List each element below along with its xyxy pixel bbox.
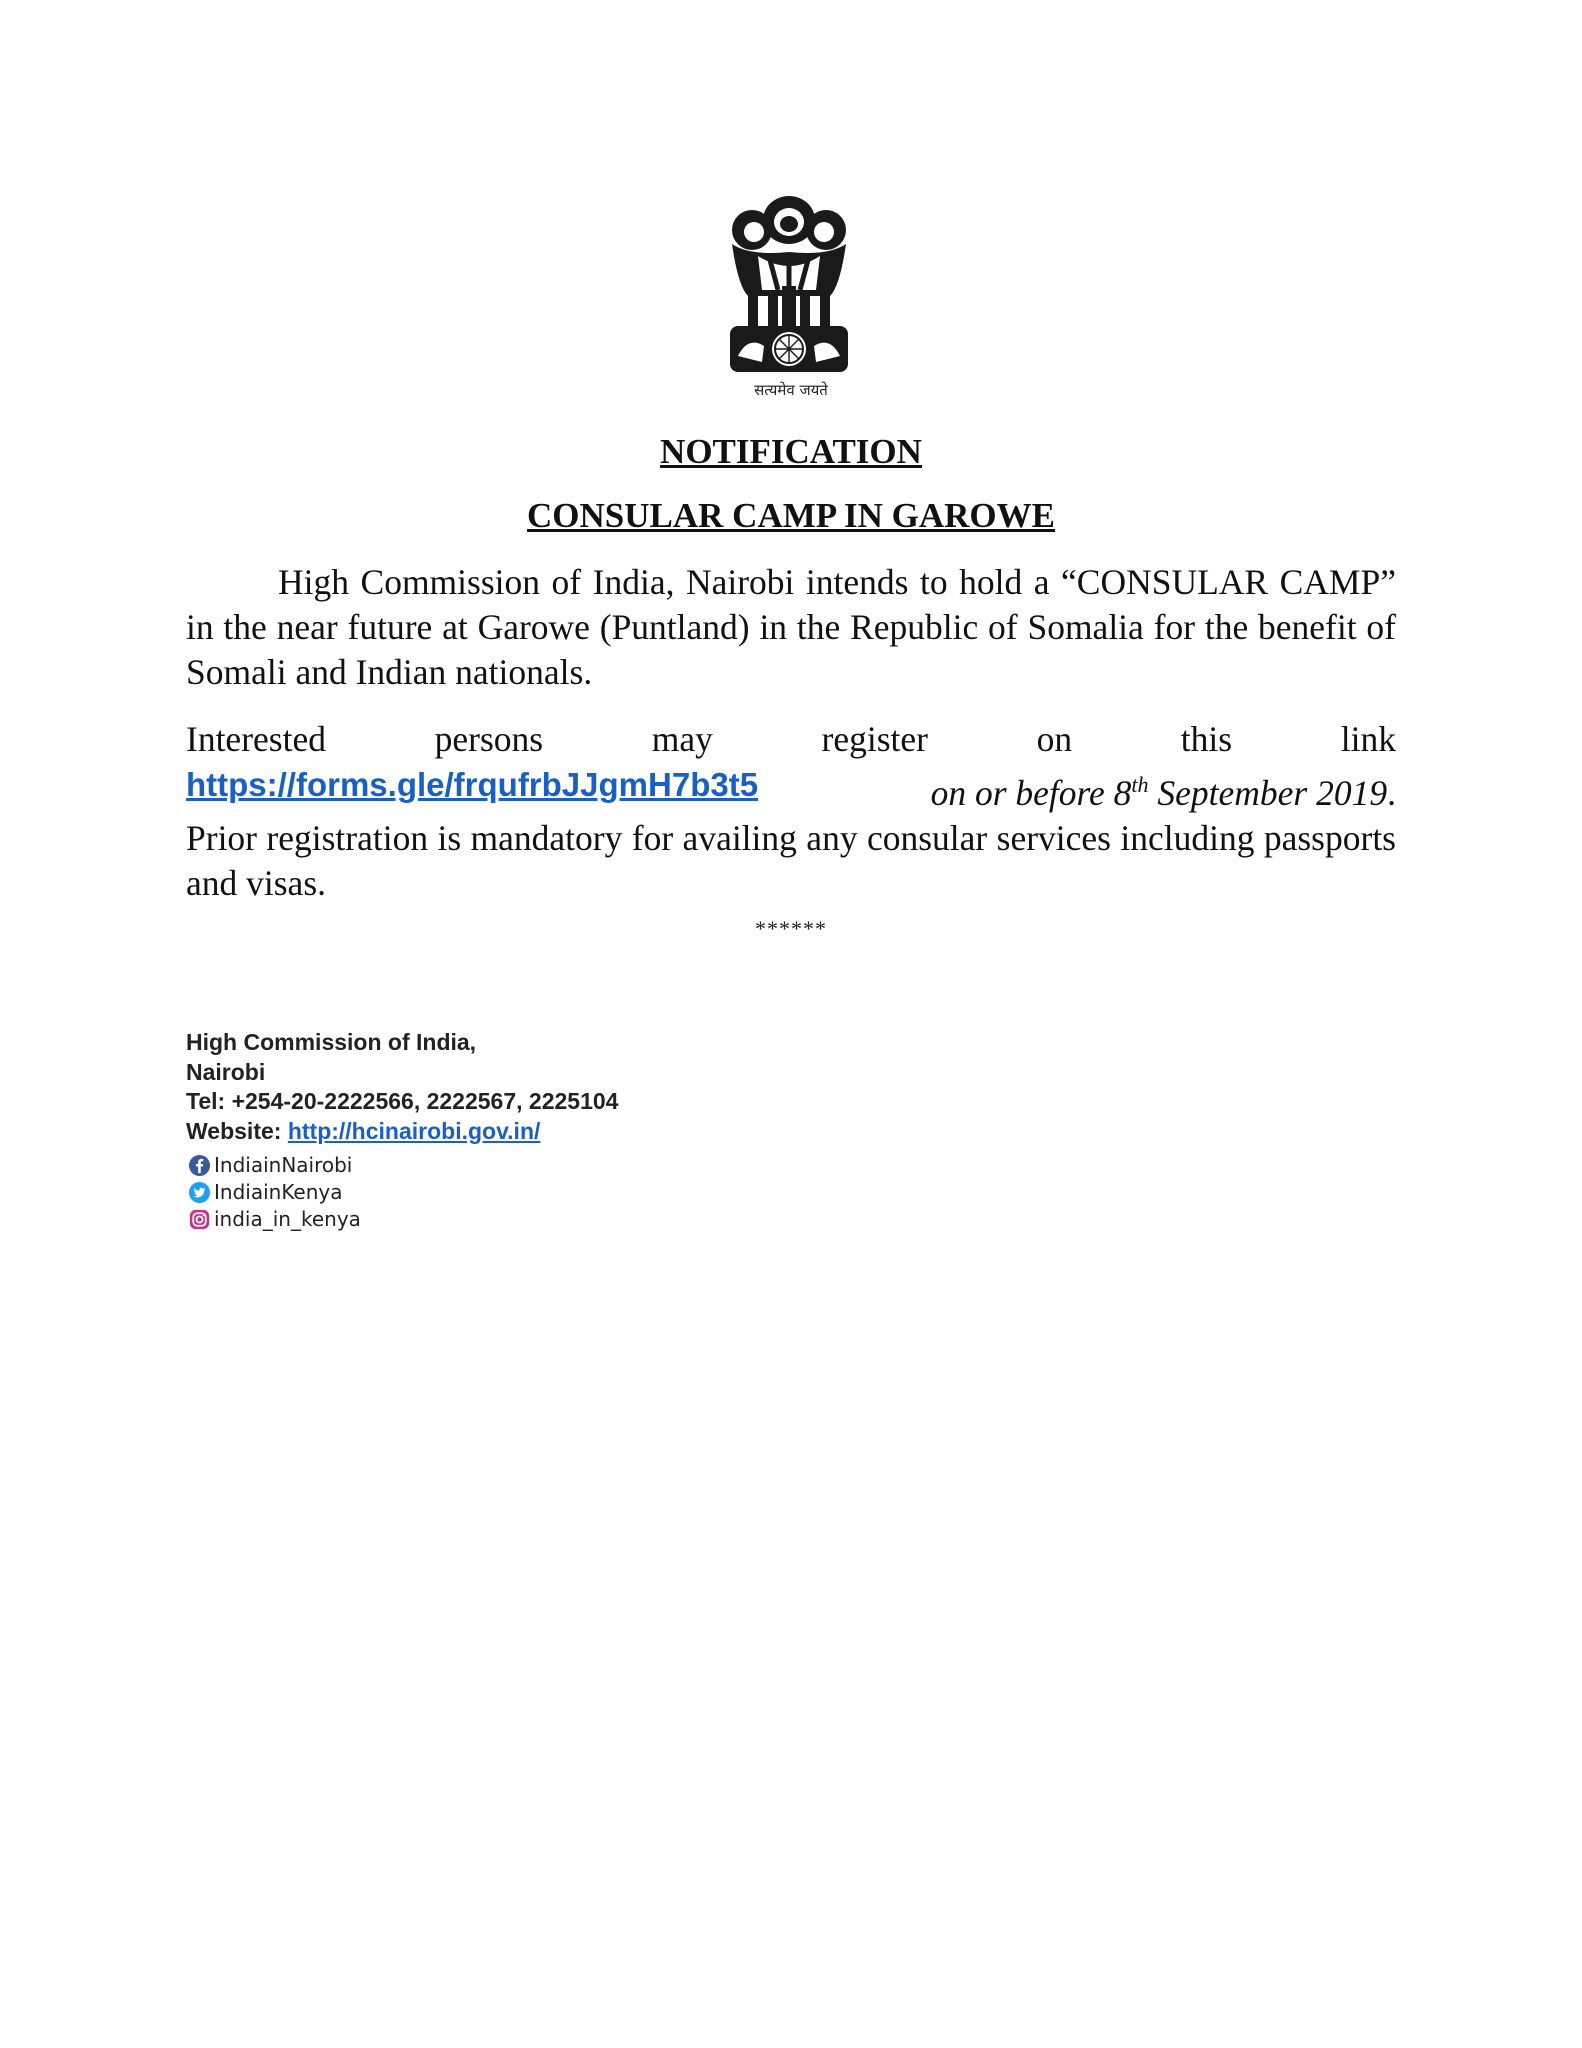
word: on bbox=[1036, 719, 1073, 759]
deadline-sup: th bbox=[1131, 772, 1149, 797]
contact-block bbox=[186, 1028, 886, 1146]
lion-capital-icon bbox=[718, 186, 860, 382]
facebook-row[interactable] bbox=[188, 1152, 361, 1179]
twitter-icon bbox=[188, 1181, 211, 1204]
website-link[interactable]: http://hcinairobi.gov.in/ bbox=[287, 1117, 541, 1144]
word: register bbox=[821, 719, 928, 759]
deadline-suffix: September 2019 bbox=[1148, 772, 1388, 813]
facebook-icon bbox=[188, 1154, 211, 1177]
social-links bbox=[188, 1152, 361, 1233]
emblem-motto: सत्यमेव जयते bbox=[754, 381, 828, 399]
twitter-row[interactable] bbox=[188, 1179, 361, 1206]
instagram-icon bbox=[188, 1208, 211, 1231]
word: persons bbox=[434, 719, 544, 759]
deadline-prefix: on or before 8 bbox=[930, 772, 1132, 813]
deadline-period: . bbox=[1387, 772, 1396, 813]
instagram-handle: india_in_kenya bbox=[214, 1207, 361, 1231]
mandatory-note: Prior registration is mandatory for availing any consular services including passports and visas. bbox=[186, 817, 1396, 903]
contact-tel: Tel: +254-20-2222566, 2222567, 2225104 bbox=[186, 1088, 619, 1114]
separator: ****** bbox=[755, 916, 827, 941]
word: may bbox=[651, 719, 713, 759]
website-label: Website: bbox=[186, 1117, 288, 1144]
link-line bbox=[186, 762, 1396, 816]
national-emblem bbox=[718, 186, 860, 406]
registration-form-link[interactable]: https://forms.gle/frqufrbJJgmH7b3t5 bbox=[186, 766, 759, 803]
subject-heading: CONSULAR CAMP IN GAROWE bbox=[527, 496, 1055, 535]
twitter-handle: IndiainKenya bbox=[214, 1180, 343, 1204]
registration-paragraph bbox=[186, 717, 1396, 906]
word: this bbox=[1180, 719, 1233, 759]
facebook-handle: IndiainNairobi bbox=[214, 1153, 353, 1177]
notification-heading: NOTIFICATION bbox=[660, 432, 922, 471]
deadline-text bbox=[931, 762, 1396, 816]
instagram-row[interactable] bbox=[188, 1206, 361, 1233]
word: link bbox=[1340, 719, 1396, 759]
word: Interested bbox=[186, 719, 326, 759]
contact-website-row bbox=[186, 1117, 886, 1147]
announcement-paragraph: High Commission of India, Nairobi intends to hold a “CONSULAR CAMP” in the near future at Garowe (Puntland) in the Republic of Somalia for the benefit of Somali and Indian nationals. bbox=[186, 562, 1396, 692]
contact-org: High Commission of India, bbox=[186, 1029, 477, 1055]
contact-city: Nairobi bbox=[186, 1058, 266, 1085]
registration-line bbox=[186, 717, 1396, 762]
